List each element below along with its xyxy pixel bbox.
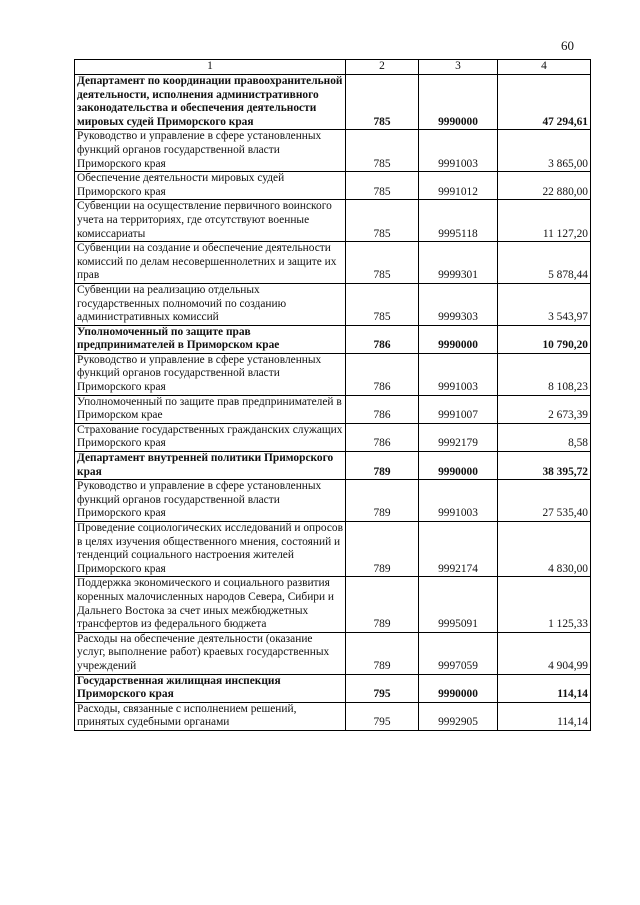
- row-dept-code-cell: 786: [346, 325, 419, 353]
- row-expense-code-cell: 9991003: [419, 480, 498, 522]
- row-expense-code-cell: 9995091: [419, 577, 498, 632]
- row-name-cell: Уполномоченный по защите прав предпринимателей в Приморском крае: [75, 325, 346, 353]
- row-dept-code-cell: 789: [346, 522, 419, 577]
- section-total-row: [75, 325, 591, 353]
- row-expense-code-cell: 9991003: [419, 353, 498, 395]
- row-amount-cell: 10 790,20: [498, 325, 591, 353]
- table-row: [75, 172, 591, 200]
- row-expense-code-cell: 9999303: [419, 283, 498, 325]
- row-dept-code-cell: 789: [346, 452, 419, 480]
- row-amount-cell: 22 880,00: [498, 172, 591, 200]
- table-row: [75, 480, 591, 522]
- row-expense-code-cell: 9999301: [419, 242, 498, 284]
- row-name-cell: Расходы на обеспечение деятельности (оказание услуг, выполнение работ) краевых государственных учреждений: [75, 632, 346, 674]
- section-total-row: [75, 674, 591, 702]
- row-expense-code-cell: 9992905: [419, 702, 498, 730]
- budget-table: [74, 59, 591, 731]
- table-row: [75, 522, 591, 577]
- column-header-3: 3: [419, 60, 498, 75]
- row-dept-code-cell: 785: [346, 130, 419, 172]
- row-amount-cell: 27 535,40: [498, 480, 591, 522]
- row-expense-code-cell: 9990000: [419, 674, 498, 702]
- row-expense-code-cell: 9991012: [419, 172, 498, 200]
- row-name-cell: Руководство и управление в сфере установленных функций органов государственной власти Приморского края: [75, 130, 346, 172]
- table-row: [75, 395, 591, 423]
- row-dept-code-cell: 786: [346, 423, 419, 451]
- row-amount-cell: 4 830,00: [498, 522, 591, 577]
- row-dept-code-cell: 785: [346, 200, 419, 242]
- row-name-cell: Уполномоченный по защите прав предпринимателей в Приморском крае: [75, 395, 346, 423]
- table-row: [75, 130, 591, 172]
- row-expense-code-cell: 9997059: [419, 632, 498, 674]
- table-row: [75, 702, 591, 730]
- row-name-cell: Проведение социологических исследований и опросов в целях изучения общественного мнения, состояний и тенденций социального настроения жителей Приморского края: [75, 522, 346, 577]
- table-header-row: [75, 60, 591, 75]
- row-dept-code-cell: 789: [346, 480, 419, 522]
- row-amount-cell: 38 395,72: [498, 452, 591, 480]
- row-expense-code-cell: 9991003: [419, 130, 498, 172]
- row-amount-cell: 1 125,33: [498, 577, 591, 632]
- table-row: [75, 423, 591, 451]
- row-expense-code-cell: 9992174: [419, 522, 498, 577]
- row-amount-cell: 11 127,20: [498, 200, 591, 242]
- table-row: [75, 632, 591, 674]
- row-dept-code-cell: 789: [346, 577, 419, 632]
- row-amount-cell: 47 294,61: [498, 75, 591, 130]
- row-name-cell: Руководство и управление в сфере установленных функций органов государственной власти Приморского края: [75, 353, 346, 395]
- section-total-row: [75, 75, 591, 130]
- row-name-cell: Субвенции на реализацию отдельных государственных полномочий по созданию административных комиссий: [75, 283, 346, 325]
- row-name-cell: Руководство и управление в сфере установленных функций органов государственной власти Приморского края: [75, 480, 346, 522]
- table-row: [75, 283, 591, 325]
- section-total-row: [75, 452, 591, 480]
- row-dept-code-cell: 785: [346, 283, 419, 325]
- row-name-cell: Департамент внутренней политики Приморского края: [75, 452, 346, 480]
- row-name-cell: Поддержка экономического и социального развития коренных малочисленных народов Севера, Сибири и Дальнего Востока за счет иных межбюджетных трансфертов из федерального бюджета: [75, 577, 346, 632]
- row-name-cell: Расходы, связанные с исполнением решений, принятых судебными органами: [75, 702, 346, 730]
- row-amount-cell: 8 108,23: [498, 353, 591, 395]
- row-dept-code-cell: 785: [346, 242, 419, 284]
- row-dept-code-cell: 786: [346, 353, 419, 395]
- row-amount-cell: 3 865,00: [498, 130, 591, 172]
- table-row: [75, 242, 591, 284]
- table-row: [75, 353, 591, 395]
- column-header-2: 2: [346, 60, 419, 75]
- table-body: [75, 75, 591, 731]
- row-dept-code-cell: 785: [346, 172, 419, 200]
- row-name-cell: Страхование государственных гражданских служащих Приморского края: [75, 423, 346, 451]
- row-name-cell: Государственная жилищная инспекция Приморского края: [75, 674, 346, 702]
- row-expense-code-cell: 9990000: [419, 75, 498, 130]
- row-dept-code-cell: 785: [346, 75, 419, 130]
- table-row: [75, 200, 591, 242]
- row-expense-code-cell: 9990000: [419, 452, 498, 480]
- row-expense-code-cell: 9992179: [419, 423, 498, 451]
- row-amount-cell: 114,14: [498, 702, 591, 730]
- column-header-4: 4: [498, 60, 591, 75]
- row-name-cell: Обеспечение деятельности мировых судей Приморского края: [75, 172, 346, 200]
- table-row: [75, 577, 591, 632]
- row-amount-cell: 5 878,44: [498, 242, 591, 284]
- row-amount-cell: 2 673,39: [498, 395, 591, 423]
- row-amount-cell: 8,58: [498, 423, 591, 451]
- row-dept-code-cell: 789: [346, 632, 419, 674]
- row-amount-cell: 114,14: [498, 674, 591, 702]
- row-expense-code-cell: 9995118: [419, 200, 498, 242]
- row-expense-code-cell: 9991007: [419, 395, 498, 423]
- row-name-cell: Субвенции на создание и обеспечение деятельности комиссий по делам несовершеннолетних и защите их прав: [75, 242, 346, 284]
- row-dept-code-cell: 795: [346, 674, 419, 702]
- row-amount-cell: 4 904,99: [498, 632, 591, 674]
- row-dept-code-cell: 786: [346, 395, 419, 423]
- page-number: 60: [561, 38, 574, 53]
- column-header-1: 1: [75, 60, 346, 75]
- row-amount-cell: 3 543,97: [498, 283, 591, 325]
- row-expense-code-cell: 9990000: [419, 325, 498, 353]
- row-dept-code-cell: 795: [346, 702, 419, 730]
- row-name-cell: Департамент по координации правоохранительной деятельности, исполнения административного законодательства и обеспечения деятельности мировых судей Приморского края: [75, 75, 346, 130]
- row-name-cell: Субвенции на осуществление первичного воинского учета на территориях, где отсутствуют военные комиссариаты: [75, 200, 346, 242]
